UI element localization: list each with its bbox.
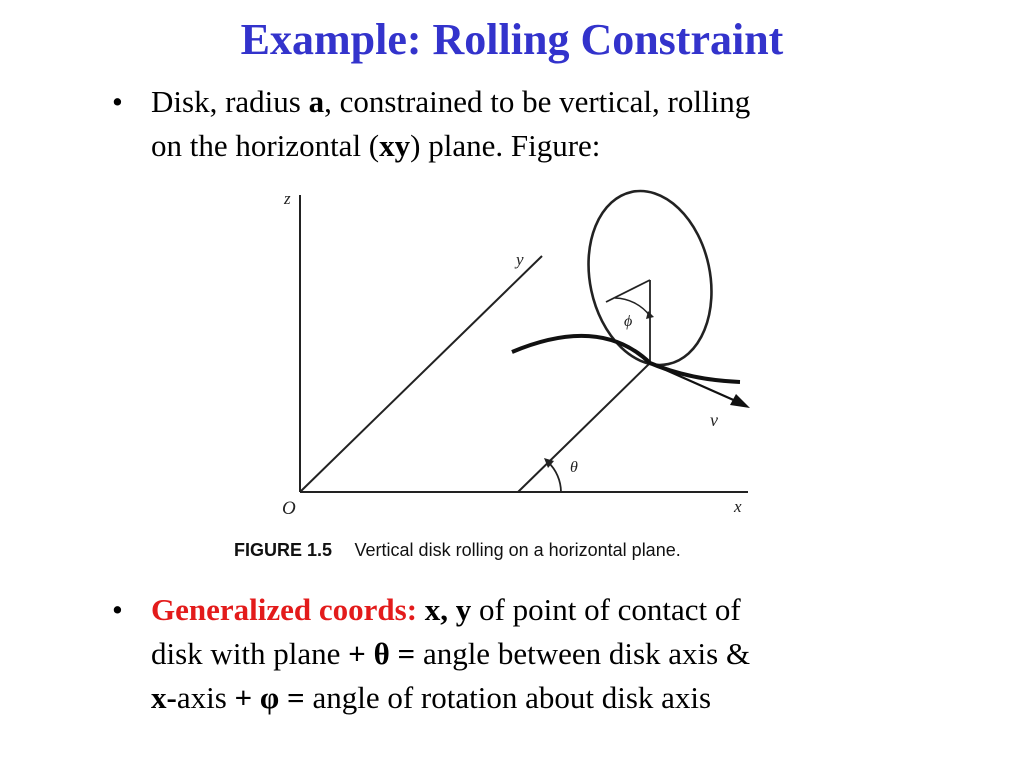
text-run: Disk, radius xyxy=(151,84,309,119)
radius-symbol: a xyxy=(308,84,325,119)
theta-arc xyxy=(548,462,561,492)
text-run: angle of rotation about disk axis xyxy=(304,680,712,715)
text-run: , constrained to be vertical, rolling xyxy=(324,84,751,119)
velocity-arrowhead xyxy=(730,394,750,408)
text-run: angle between disk axis & xyxy=(415,636,751,671)
plane-symbol: xy xyxy=(379,128,411,163)
text-run: disk with plane xyxy=(151,636,349,671)
bullet-dot: • xyxy=(112,84,123,119)
figure-caption xyxy=(234,540,681,560)
rolling-path-curve xyxy=(512,336,740,382)
bullet-generalized-coords xyxy=(112,588,932,720)
velocity-label: v xyxy=(710,410,718,430)
text-run: on the horizontal ( xyxy=(151,128,380,163)
y-axis-label: y xyxy=(516,250,524,269)
text-run xyxy=(417,592,425,627)
text-run: of point of contact of xyxy=(471,592,741,627)
xy-symbols: x, y xyxy=(424,592,472,627)
rolling-disk-figure xyxy=(220,180,780,570)
origin-label: O xyxy=(282,498,296,519)
theta-definition: + θ = xyxy=(348,636,416,671)
caption-text: Vertical disk rolling on a horizontal plane. xyxy=(354,540,681,560)
z-axis-label: z xyxy=(284,189,291,208)
theta-label: θ xyxy=(570,459,578,476)
bullet-text xyxy=(151,588,932,720)
phi-radius-line xyxy=(606,280,650,302)
slide-title: Example: Rolling Constraint xyxy=(240,15,784,64)
bullet-disk-description xyxy=(112,80,932,168)
y-axis-line xyxy=(300,256,542,492)
x-symbol: x- xyxy=(151,680,177,715)
text-run: axis xyxy=(176,680,235,715)
generalized-coords-label: Generalized coords: xyxy=(151,592,418,627)
phi-label: ϕ xyxy=(624,313,633,330)
disk-trace-line xyxy=(518,363,650,492)
bullet-dot: • xyxy=(112,592,123,627)
caption-label: FIGURE 1.5 xyxy=(234,540,333,560)
bullet-text xyxy=(151,80,932,168)
x-axis-label: x xyxy=(734,497,742,516)
text-run: ) plane. Figure: xyxy=(410,128,601,163)
phi-definition: + φ = xyxy=(234,680,305,715)
phi-arc xyxy=(615,298,650,316)
